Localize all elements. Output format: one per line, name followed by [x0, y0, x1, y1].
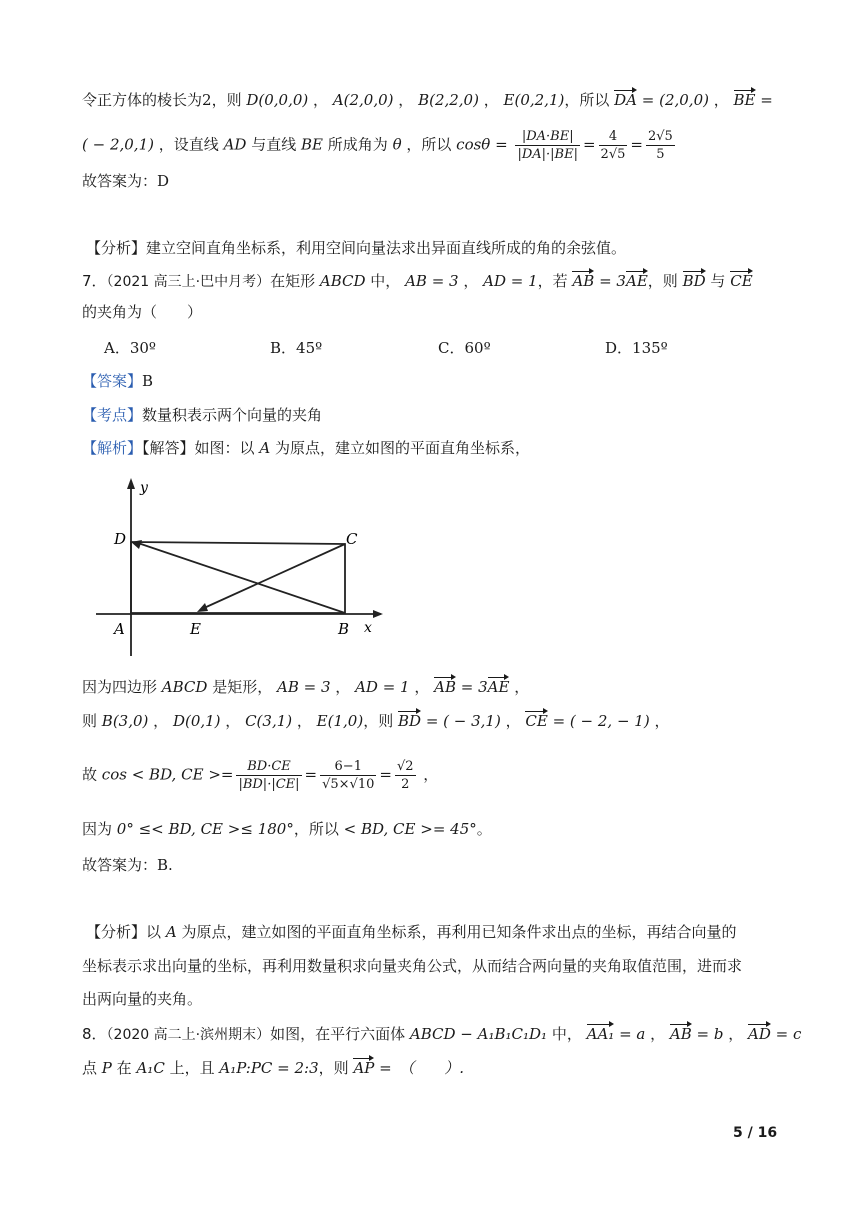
vector-ce: CE [525, 712, 548, 730]
vector-pair: BD, CE [149, 765, 204, 784]
text: ，所以 [293, 820, 339, 838]
text: 上，且 [169, 1059, 215, 1077]
solution-7-line-2: 则 B(3,0) ， D(0,1) ， C(3,1) ， E(1,0)，则 BD = ( − 3,1) ， CE = ( − 2, − 1) ， [82, 712, 670, 730]
text: 2 [202, 91, 212, 109]
text: BE [301, 135, 323, 154]
choice-d: D．135º [605, 339, 668, 357]
text: AB = 3 [277, 678, 331, 696]
point-e: E(1,0) [316, 712, 364, 730]
text: = [755, 91, 773, 109]
question-number: 8． [82, 1025, 107, 1043]
arrowhead-icon [197, 603, 208, 612]
numerator: 6−1 [320, 758, 376, 776]
text: A [259, 439, 271, 457]
vector-ce: CE [730, 272, 753, 290]
text: = 3 [594, 272, 626, 290]
text: 为原点，建立如图的平面直角坐标系， [274, 439, 530, 457]
text: ，则 [363, 712, 394, 730]
vector-ce-line [204, 544, 345, 608]
solution-tag: 【解析】 [82, 439, 143, 457]
label-c: C [346, 530, 358, 548]
text: A [165, 923, 177, 941]
vector-pair: BD, CE [168, 820, 224, 838]
text: ABCD − A₁B₁C₁D₁ [409, 1025, 548, 1043]
text: 是矩形， [212, 678, 273, 696]
label-x: x [364, 620, 372, 636]
label-a: A [114, 620, 125, 638]
question-8-line-1: 8．（2020 高二上·滨州期末）如图，在平行六面体 ABCD − A₁B₁C₁D₁ 中， AA₁ = a ， AB = b ， AD = c [82, 1025, 802, 1043]
question-7-line-1: 7．（2021 高三上·巴中月考）在矩形 ABCD 中， AB = 3 ， AD = 1，若 AB = 3AE，则 BD 与 CE [82, 272, 753, 290]
point-b: B(2,2,0) [418, 91, 479, 109]
point-7 [82, 404, 322, 426]
text: ABCD [319, 272, 366, 290]
point-a: A(2,0,0) [332, 91, 394, 109]
label-b: B [338, 620, 350, 638]
answer-7-line: 故答案为：B. [82, 856, 173, 874]
choice-b: B．45º [270, 339, 323, 357]
vector-ab: AB [669, 1025, 692, 1043]
fraction [515, 128, 580, 163]
analysis-6 [86, 237, 626, 259]
question-7-line-2: 的夹角为（ ） [82, 303, 203, 321]
text: = c [770, 1025, 802, 1043]
text: = 3 [456, 678, 488, 696]
text: 在 [116, 1059, 132, 1077]
analysis-7-line-1 [86, 921, 736, 943]
text: = a [614, 1025, 646, 1043]
text: 与直线 [251, 135, 297, 154]
solution-7-intro [82, 437, 530, 459]
vector-bd: BD [682, 272, 706, 290]
vector-ab: AB [434, 678, 456, 696]
text: 故 [82, 765, 98, 784]
text: = （ ）. [374, 1059, 464, 1077]
analysis-tag: 【分析】 [86, 923, 147, 941]
text: AD = 1 [483, 272, 538, 290]
denominator: √5×√10 [322, 777, 375, 792]
vector-ad: AD [748, 1025, 771, 1043]
text: 所成角为 [327, 135, 388, 154]
text: ，则 [647, 272, 678, 290]
numerator: BD·CE [236, 758, 301, 776]
text: AD [223, 135, 247, 154]
denominator: 2 [401, 777, 410, 792]
text: 因为 [82, 820, 113, 838]
text: 建立空间直角坐标系，利用空间向量法求出异面直线所成的角的余弦值。 [146, 239, 627, 257]
y-axis-arrow-icon [127, 478, 135, 489]
text: ABCD [161, 678, 208, 696]
text: = [582, 135, 596, 154]
fraction [395, 758, 416, 793]
vector-ae: AE [625, 272, 648, 290]
vector-bd-line [138, 543, 345, 613]
prev-solution-line-2 [82, 128, 678, 163]
answer-tag: 【答案】 [82, 372, 143, 390]
text: A₁P:PC = 2:3 [219, 1059, 319, 1077]
text: 则 [82, 712, 98, 730]
question-source: （2021 高三上·巴中月考） [106, 274, 271, 290]
text: P [101, 1059, 112, 1077]
point-d: D(0,0,0) [246, 91, 309, 109]
choice-a: A．30º [104, 339, 156, 357]
text: cosθ = [456, 135, 508, 154]
denominator: |BD|·|CE| [238, 777, 300, 792]
point-d: D(0,1) [172, 712, 221, 730]
text: 以 [146, 923, 162, 941]
label-e: E [190, 620, 201, 638]
fraction [646, 128, 675, 163]
numerator: √2 [396, 759, 414, 774]
text: 。 [476, 820, 492, 838]
text: 0° ≤< [116, 820, 164, 838]
text: 如图，在平行六面体 [270, 1025, 406, 1043]
vector-ap: AP [353, 1059, 375, 1077]
text: ，若 [537, 272, 568, 290]
x-axis-arrow-icon [373, 610, 383, 618]
text: 令正方体的棱长为 [82, 91, 203, 109]
question-8-line-2 [82, 1057, 464, 1079]
numerator: 4 [599, 128, 628, 146]
text: 因为四边形 [82, 678, 158, 696]
answer-value: B [142, 372, 154, 390]
analysis-7-line-2: 坐标表示求出向量的坐标，再利用数量积求向量夹角公式，从而结合两向量的夹角取值范围，进而求 [82, 957, 743, 975]
text: = [630, 135, 643, 154]
point-b: B(3,0) [101, 712, 149, 730]
vector-bd: BD [397, 712, 422, 730]
question-number: 7． [82, 272, 107, 290]
fraction [236, 758, 301, 793]
text: = ( − 3,1) [421, 712, 501, 730]
text: = b [691, 1025, 724, 1043]
text: θ [392, 135, 402, 154]
solution-7-line-3: 故 cos < BD, CE >= $\frac{BD\cdot CE}{|BD|\cdot|CE|}$ = $\frac{6-1}{√5\times√10}$ = $\frac{√2}{2}$ ， [82, 759, 439, 792]
text: A₁C [136, 1059, 165, 1077]
text: 与 [710, 272, 726, 290]
text: 在矩形 [270, 272, 316, 290]
vector-be: BE [733, 91, 756, 109]
page-number: 5 / 16 [733, 1125, 778, 1141]
text: = ( − 2, − 1) [547, 712, 650, 730]
text: 中， [551, 1025, 582, 1043]
point-c: C(3,1) [245, 712, 293, 730]
text: ( − 2,0,1) [82, 135, 154, 154]
text: = (2,0,0) [637, 91, 709, 109]
vector-ae: AE [487, 678, 510, 696]
prev-answer: 故答案为：D [82, 172, 170, 190]
choice-c: C．60º [438, 339, 491, 357]
solution-7-line-1: 因为四边形 ABCD 是矩形， AB = 3 ， AD = 1 ， AB = 3AE ， [82, 678, 530, 696]
point-tag: 【考点】 [82, 406, 143, 424]
coordinate-figure [96, 474, 386, 664]
text: >= 45° [420, 820, 477, 838]
text: ，则 [318, 1059, 349, 1077]
point-e: E(0,2,1) [503, 91, 565, 109]
analysis-7-line-3: 出两向量的夹角。 [82, 990, 203, 1008]
vector-aa1: AA₁ [586, 1025, 615, 1043]
solution-7-line-4: 因为 0° ≤< BD, CE >≤ 180°，所以 < BD, CE >= 45°。 [82, 820, 492, 838]
text: cos < [101, 765, 145, 784]
text: ，所以 [406, 135, 452, 154]
denominator: |DA|·|BE| [517, 147, 578, 162]
prev-solution-line-1: 令正方体的棱长为2，则 D(0,0,0) ， A(2,0,0) ， B(2,2,0) ， E(0,2,1)，所以 DA = (2,0,0) ， BE = [82, 91, 773, 109]
text: ，设直线 [158, 135, 219, 154]
fraction [599, 128, 628, 163]
denominator: 2√5 [600, 147, 626, 162]
answer-7 [82, 370, 153, 392]
vector-ab: AB [572, 272, 595, 290]
text: 【解答】如图：以 [142, 439, 255, 457]
denominator: 5 [656, 147, 665, 162]
text: >= [208, 765, 234, 784]
analysis-tag: 【分析】 [86, 239, 147, 257]
text: AB = 3 [405, 272, 459, 290]
question-source: （2020 高二上·滨州期末） [106, 1027, 271, 1043]
text: 点 [82, 1059, 98, 1077]
numerator: 2√5 [647, 129, 673, 144]
label-d: D [114, 530, 127, 548]
numerator: |DA·BE| [515, 128, 580, 146]
label-y: y [140, 480, 148, 496]
text: AD = 1 [355, 678, 410, 696]
vector-pair: BD, CE [361, 820, 416, 838]
text: ，则 [211, 91, 242, 109]
text: >≤ 180° [227, 820, 294, 838]
fraction [320, 758, 376, 793]
text: 中， [370, 272, 401, 290]
text: 为原点，建立如图的平面直角坐标系，再利用已知条件求出点的坐标，再结合向量的 [181, 923, 737, 941]
vector-da: DA [614, 91, 637, 109]
point-value: 数量积表示两个向量的夹角 [142, 406, 323, 424]
text: ，所以 [564, 91, 610, 109]
